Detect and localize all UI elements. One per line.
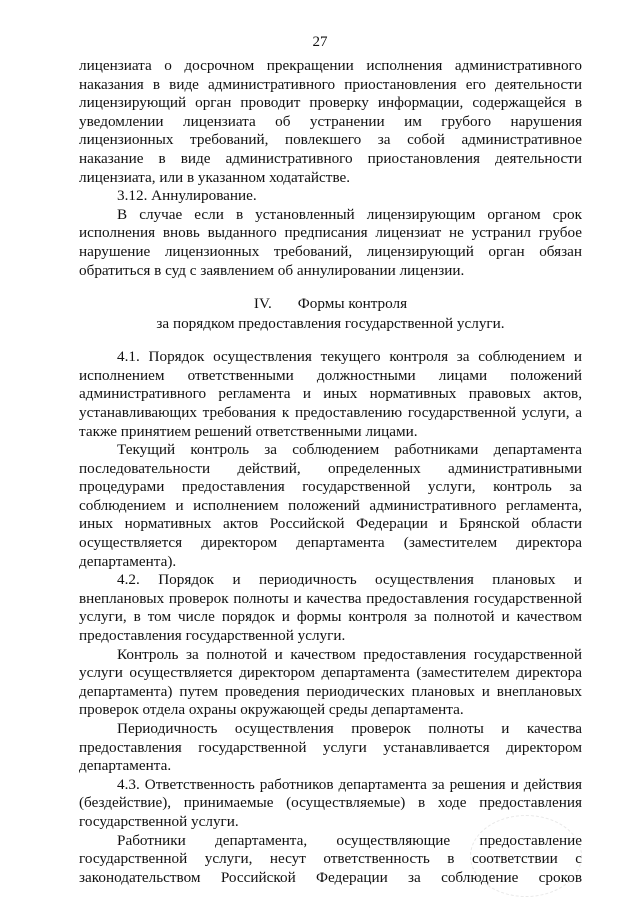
section-subtitle: за порядком предоставления государственной услуги.	[156, 315, 505, 333]
paragraph-4-3: 4.3. Ответственность работников департамента за решения и действия (бездействие), принимаемые (осуществляемые) в ходе предоставления государственной услуги.	[79, 775, 582, 830]
paragraph-periodicity: Периодичность осуществления проверок полноты и качества предоставления государственной услуги устанавливается директором департамента.	[79, 720, 582, 775]
section-heading	[79, 294, 582, 314]
paragraph-annulment: В случае если в установленный лицензирующим органом срок исполнения вновь выданного предписания лицензиат не устранил грубое нарушение лицензионных требований, лицензирующий орган обязан обратиться в суд с заявлением об аннулировании лицензии.	[79, 205, 582, 279]
document-body	[79, 57, 582, 887]
paragraph-current-control: Текущий контроль за соблюдением работниками департамента последовательности действий, определенных административными процедурами предоставления государственной услуги, контроль за соблюдением и исполнением положений административного регламента, иных нормативных актов Российской Федерации и Брянской области осуществляется директором департамента (заместителем директора департамента).	[79, 441, 582, 570]
paragraph-continuation: лицензиата о досрочном прекращении исполнения административного наказания в виде административного приостановления его деятельности лицензирующий орган проводит проверку информации, содержащейся в уведомлении лицензиата об устранении им грубого нарушения лицензионных требований, повлекшего за собой административное наказание в виде административного приостановления деятельности лицензиата, или в указанном ходатайстве.	[79, 57, 582, 186]
paragraph-employees-responsibility: Работники департамента, осуществляющие предоставление государственной услуги, несут ответственность в соответствии с законодательством Российской Федерации за соблюдение сроков	[79, 831, 582, 886]
clause-heading-3-12: 3.12. Аннулирование.	[117, 187, 257, 205]
paragraph-4-2: 4.2. Порядок и периодичность осуществления плановых и внеплановых проверок полноты и качества предоставления государственной услуги, в том числе порядок и формы контроля за полнотой и качеством предоставления государственной услуги.	[79, 571, 582, 645]
page-number: 27	[312, 34, 328, 50]
paragraph-4-1: 4.1. Порядок осуществления текущего контроля за соблюдением и исполнением ответственными должностными лицами положений административного регламента и иных нормативных правовых актов, устанавливающих требования к предоставлению государственной услуги, а также принятием решений ответственными лицами.	[79, 348, 582, 440]
section-title: Формы контроля	[297, 295, 408, 313]
paragraph-quality-control: Контроль за полнотой и качеством предоставления государственной услуги осуществляется директором департамента (заместителем директора департамента) путем проведения периодических плановых и внеплановых проверок отдела охраны окружающей среды департамента.	[79, 645, 582, 719]
section-number: IV.	[253, 295, 272, 313]
faded-stamp	[470, 815, 582, 897]
